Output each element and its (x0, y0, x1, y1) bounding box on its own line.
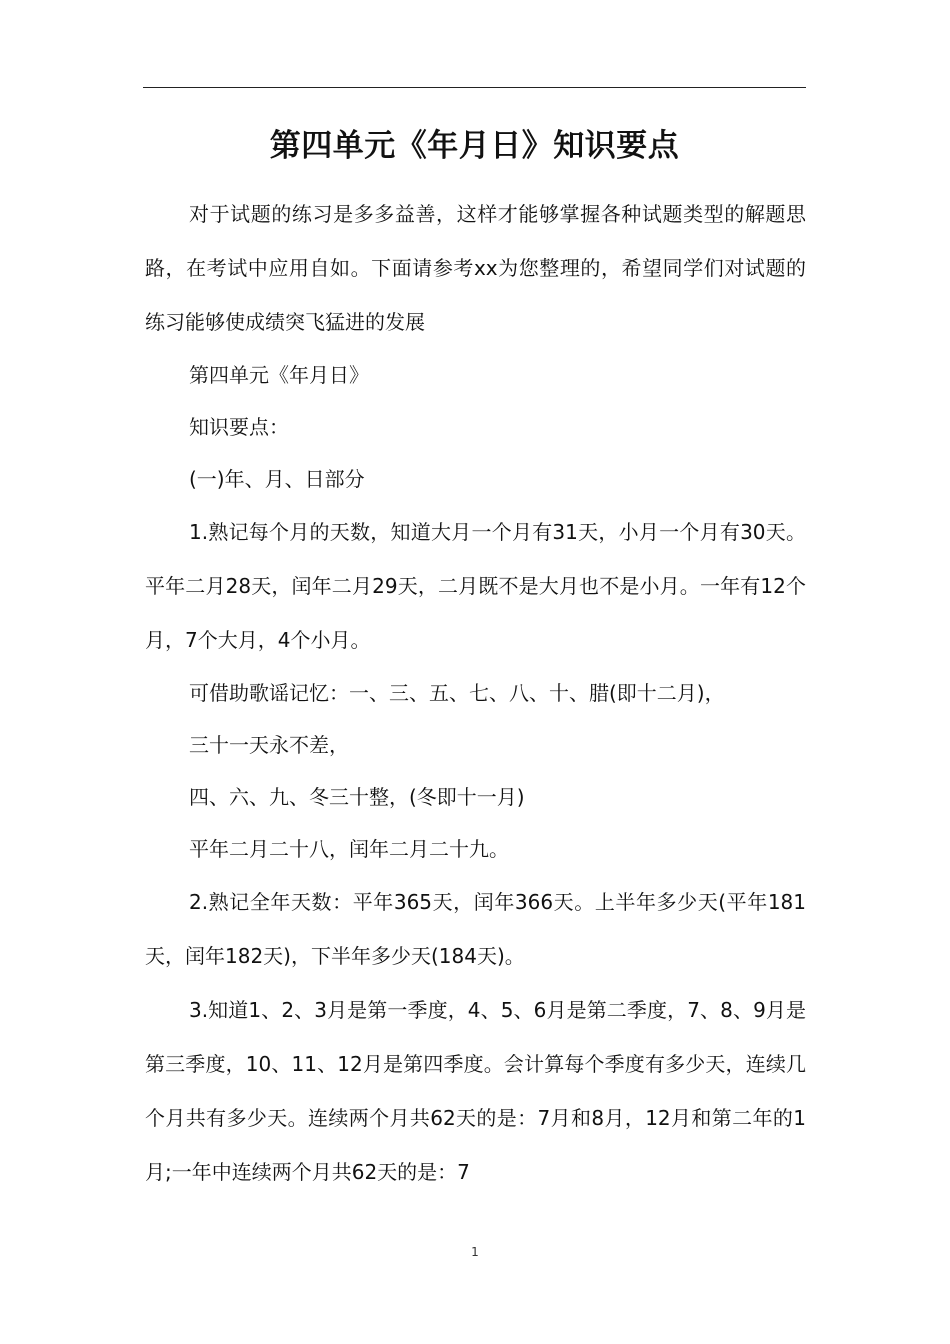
rhyme-line-3: 四、六、九、冬三十整，(冬即十一月) (189, 785, 525, 809)
knowledge-points-heading: 知识要点： (189, 415, 289, 439)
page-number: 1 (471, 1245, 479, 1259)
document-title: 第四单元《年月日》知识要点 (269, 128, 680, 164)
point-1-paragraph: 1.熟记每个月的天数，知道大月一个月有31天，小月一个月有30天。平年二月28天，闰年二月29天，二月既不是大月也不是小月。一年有12个月，7个大月，4个小月。 (145, 520, 806, 652)
rhyme-line-4: 平年二月二十八，闰年二月二十九。 (189, 837, 509, 861)
document-body (145, 187, 806, 1199)
point-2-paragraph: 2.熟记全年天数：平年365天，闰年366天。上半年多少天(平年181天，闰年182天)，下半年多少天(184天)。 (145, 890, 806, 968)
point-3-paragraph: 3.知道1、2、3月是第一季度，4、5、6月是第二季度，7、8、9月是第三季度，10、11、12月是第四季度。会计算每个季度有多少天，连续几个月共有多少天。连续两个月共62天的是：7月和8月，12月和第二年的1月;一年中连续两个月共62天的是：7 (145, 998, 806, 1184)
section-heading: (一)年、月、日部分 (189, 467, 365, 491)
rhyme-line-2: 三十一天永不差， (189, 733, 349, 757)
rhyme-line-1: 可借助歌谣记忆：一、三、五、七、八、十、腊(即十二月)， (189, 681, 725, 705)
header-rule (143, 87, 806, 88)
unit-heading: 第四单元《年月日》 (189, 363, 369, 387)
intro-paragraph: 对于试题的练习是多多益善，这样才能够掌握各种试题类型的解题思路，在考试中应用自如。下面请参考xx为您整理的，希望同学们对试题的练习能够使成绩突飞猛进的发展 (145, 202, 806, 334)
